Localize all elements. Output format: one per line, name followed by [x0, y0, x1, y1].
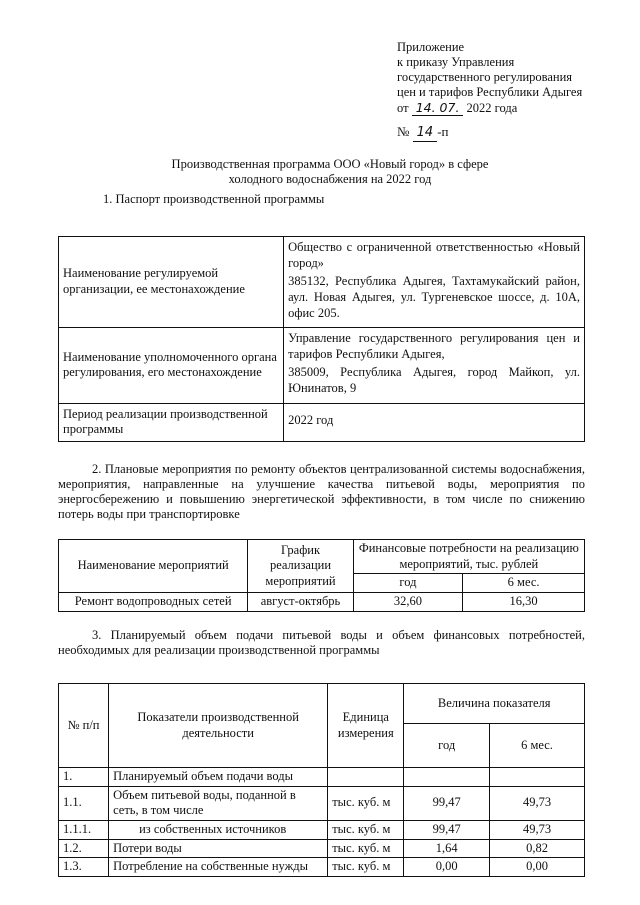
appendix-line: государственного регулирования — [397, 70, 573, 84]
table-row — [59, 328, 585, 404]
table-row — [59, 237, 585, 328]
cell-unit: тыс. куб. м — [328, 858, 404, 877]
cell-6m: 0,00 — [490, 858, 585, 877]
volume-table — [58, 683, 585, 877]
section3-text: 3. Планируемый объем подачи питьевой воды и объем финансовых потребностей, необходимых для реализации производственной программы — [58, 628, 585, 657]
header-schedule: График реализации мероприятий — [248, 540, 353, 593]
header-year: год — [404, 724, 490, 768]
table-row — [59, 820, 585, 839]
header-value: Величина показателя — [404, 684, 585, 724]
cell-unit: тыс. куб. м — [328, 786, 404, 820]
table-header-row — [59, 540, 585, 574]
date-prefix: от — [397, 101, 409, 115]
header-num: № п/п — [59, 684, 109, 768]
cell-unit — [328, 768, 404, 787]
cell-num: 1.3. — [59, 858, 109, 877]
cell-year: 99,47 — [404, 820, 490, 839]
cell-6m: 49,73 — [490, 820, 585, 839]
cell-indicator: Потери воды — [109, 839, 328, 858]
section1-heading: 1. Паспорт производственной программы — [103, 192, 325, 206]
value-paragraph: 385132, Республика Адыгея, Тахтамукайский район, аул. Новая Адыгея, ул. Тургеневское шоссе, д. 10А, офис 205. — [288, 274, 580, 320]
title-line: холодного водоснабжения на 2022 год — [228, 172, 432, 186]
program-title — [60, 157, 600, 187]
value-paragraph: 385009, Республика Адыгея, город Майкоп, ул. Юнинатов, 9 — [288, 365, 580, 395]
table-row — [59, 768, 585, 787]
cell-name: Ремонт водопроводных сетей — [59, 592, 248, 611]
header-indicator: Показатели производственной деятельности — [109, 684, 328, 768]
appendix-header — [397, 40, 627, 116]
table-row — [59, 592, 585, 611]
cell-num: 1.1. — [59, 786, 109, 820]
cell-indicator: из собственных источников — [109, 820, 328, 839]
table-row — [59, 839, 585, 858]
row-value — [284, 328, 585, 404]
cell-num: 1. — [59, 768, 109, 787]
title-line: Производственная программа ООО «Новый город» в сфере — [171, 157, 489, 171]
header-finance: Финансовые потребности на реализацию мероприятий, тыс. рублей — [353, 540, 584, 574]
header-unit: Единица измерения — [328, 684, 404, 768]
value-paragraph: Управление государственного регулирования цен и тарифов Республики Адыгея, — [288, 331, 580, 361]
value-paragraph: Общество с ограниченной ответственностью «Новый город» — [288, 240, 580, 270]
table-row — [59, 858, 585, 877]
row-label: Период реализации производственной программы — [59, 403, 284, 441]
cell-6m: 16,30 — [463, 592, 585, 611]
table-row — [59, 403, 585, 441]
appendix-line: к приказу Управления — [397, 55, 515, 69]
row-label: Наименование регулируемой организации, ее местонахождение — [59, 237, 284, 328]
order-number — [397, 124, 449, 142]
row-value — [284, 403, 585, 441]
value-paragraph: 2022 год — [288, 412, 334, 427]
measures-table — [58, 539, 585, 612]
number-suffix: -п — [437, 124, 449, 139]
section2-text: 2. Плановые мероприятия по ремонту объектов централизованной системы водоснабжения, мероприятия, направленные на улучшение качества питьевой воды, мероприятия по энергосбережению и повышению энергетической эффективности, в том числе по снижению потерь воды при транспортировке — [58, 462, 585, 521]
cell-num: 1.1.1. — [59, 820, 109, 839]
table-row — [59, 786, 585, 820]
cell-year: 32,60 — [353, 592, 462, 611]
appendix-line: цен и тарифов Республики Адыгея — [397, 85, 583, 99]
header-6m: 6 мес. — [463, 574, 585, 593]
header-name: Наименование мероприятий — [59, 540, 248, 593]
cell-indicator: Объем питьевой воды, поданной в сеть, в том числе — [109, 786, 328, 820]
number-prefix: № — [397, 124, 410, 139]
header-year: год — [353, 574, 462, 593]
row-label: Наименование уполномоченного органа регулирования, его местонахождение — [59, 328, 284, 404]
appendix-date — [397, 100, 627, 116]
cell-6m: 49,73 — [490, 786, 585, 820]
appendix-line: Приложение — [397, 40, 465, 54]
cell-6m — [490, 768, 585, 787]
row-value — [284, 237, 585, 328]
cell-schedule: август-октябрь — [248, 592, 353, 611]
cell-indicator: Потребление на собственные нужды — [109, 858, 328, 877]
cell-num: 1.2. — [59, 839, 109, 858]
cell-year — [404, 768, 490, 787]
table-header-row — [59, 684, 585, 724]
cell-unit: тыс. куб. м — [328, 839, 404, 858]
cell-unit: тыс. куб. м — [328, 820, 404, 839]
cell-year: 0,00 — [404, 858, 490, 877]
cell-6m: 0,82 — [490, 839, 585, 858]
cell-indicator: Планируемый объем подачи воды — [109, 768, 328, 787]
header-6m: 6 мес. — [490, 724, 585, 768]
cell-year: 1,64 — [404, 839, 490, 858]
date-suffix: 2022 года — [466, 101, 518, 115]
handwritten-date: 14. 07. — [412, 100, 464, 116]
handwritten-number: 14 — [413, 125, 438, 142]
cell-year: 99,47 — [404, 786, 490, 820]
passport-table — [58, 236, 585, 442]
